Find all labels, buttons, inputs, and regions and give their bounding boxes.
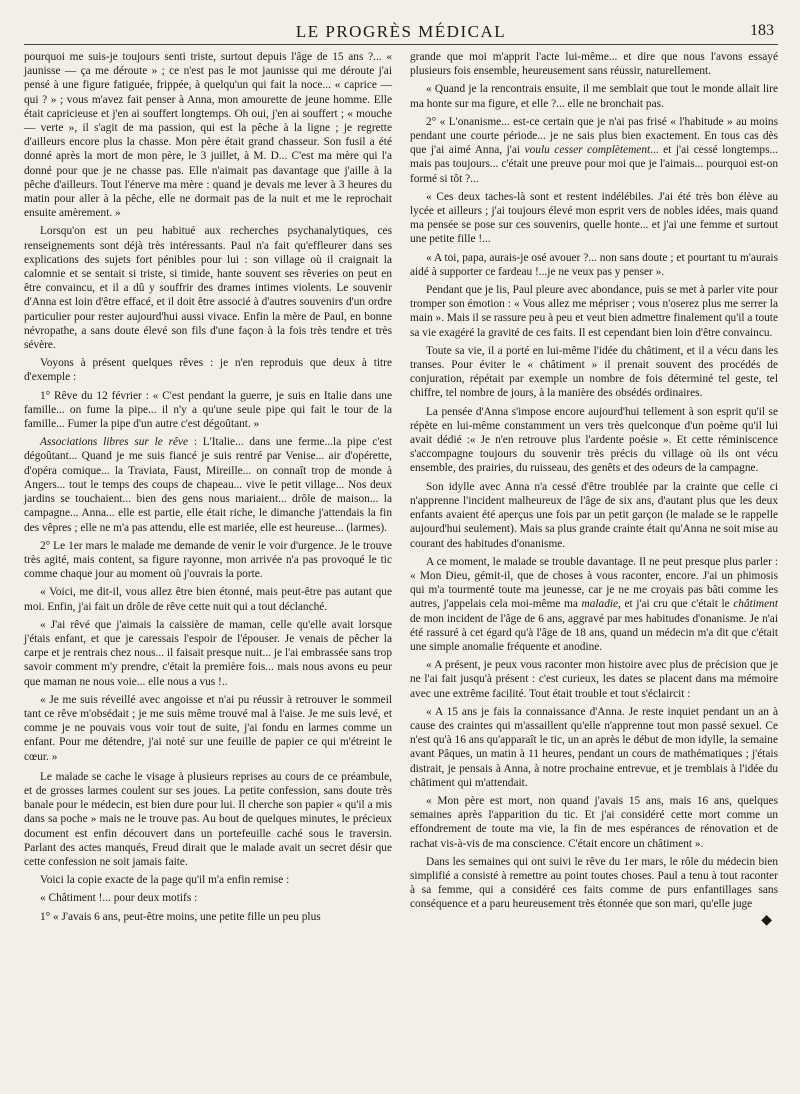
continuation-mark-icon: ◆ — [761, 912, 772, 928]
journal-title: LE PROGRÈS MÉDICAL — [295, 22, 507, 41]
page-header — [24, 18, 778, 45]
paragraph: Voici la copie exacte de la page qu'il m'a enfin remise : — [40, 874, 290, 887]
italic-word: maladie — [581, 598, 619, 611]
paragraph: « Je me suis réveillé avec angoisse et n'ai pu réussir à retrouver le sommeil tant ce rêve m'obsédait ; je me suis même trouvé mal à l'aise. Je me suis levé, et comme je ne pouvais vous voir tout de suite, j'ai fondu en larmes comme un enfant. Pour me détendre, j'ai noté sur une feuille de papier ce qui m'étreint le cœur. » — [24, 693, 392, 763]
paragraph: Lorsqu'on est un peu habitué aux recherches psychanalytiques, ces renseignements sont déjà très intéressants. Paul n'a fait qu'effleurer dans ses explications des sujets fort pénibles pour lui : son village où il craignait la calomnie et se sentait si triste, si timide, hante souvent ses rêveries on peut en être convaincu, et il a dû y souffrir des drames intimes violents. Le souvenir d'Anna est loin d'être effacé, et il doit être associé à d'autres souvenirs d'un ordre particulier pour rester aujourd'hui aussi vivace. Enfin la mère de Paul, en bonne névropathe, a sans doute élevé son fils d'une façon à la fois très tendre et très sévère. — [24, 225, 392, 352]
paragraph: La pensée d'Anna s'impose encore aujourd'hui tellement à son esprit qu'il se répète en lui-même constamment un vers très quelconque d'un poème qu'il lui avait dédié :« Je n'en retrouve plus l'ardente poésie ». Et cette réminiscence s'accompagne toujours du souvenir très précis du village où ils ont vécu ensemble, des prairies, du ruisseau, des genêts et des odeurs de la campagne. — [410, 405, 778, 475]
paragraph-text: ... et j'ai cessé longtemps... mais pas toujours... c'était une preuve pour moi que je l'aimais... pourquoi est-on formé si tôt ?... — [410, 144, 778, 185]
paragraph: pourquoi me suis-je toujours senti triste, surtout depuis l'âge de 15 ans ?... « jaunisse — ça me déroute » ; ce n'est pas le mot jaunisse qui me déroute j'ai pensé à une figure fatiguée, frippée, à quelqu'un qui fait la noce... « caprice — qui ? » ; vous m'avez fait penser à Anna, mon amourette de jeune homme. Elle était capricieuse et j'en ai souffert longtemps. Oh oui, j'en ai souffert ; « mouche — verte », il s'agit de ma passion, qui est la pêche à la ligne ; je regrette d'ailleurs encore plus la chasse. Mon père était grand chasseur. Son fusil a été donné après la mort de mon père, le 3 juillet, à M. D... C'est ma mère qui l'a donné pour que je ne chasse pas. Elle n'aimait pas davantage que j'aille à la pêche d'ailleurs. Tout l'énerve ma mère : quand je devais me lever à 3 heures du matin pour aller à la pêche, elle ne dormait pas de la nuit et me le reprochait ensuite amèrement. » — [24, 51, 392, 220]
paragraph: 1° Rêve du 12 février : « C'est pendant la guerre, je suis en Italie dans une famille... on fume la pipe... il n'y a qu'une seule pipe qui fait le tour de la famille... Fumer la pipe d'un autre c'est dégoûtant. » — [24, 389, 392, 431]
paragraph: « A présent, je peux vous raconter mon histoire avec plus de précision que je ne l'ai fait jusqu'à présent : c'est curieux, les dates se placent dans ma mémoire avec une extrême facilité. Tout était trouble et tout s'éclaircit : — [410, 659, 778, 700]
paragraph-lead: A ce moment, le malade se trouble davantage. Il ne peut presque plus parler : « Mon Dieu, gémit-il, que de choses à vous raconter, encore. J'ai un phimosis qui m'a tourmenté toute ma jeunesse, car je ne me croyais pas bâti comme les autres, j'appelais cela moi-même ma — [410, 555, 778, 611]
italic-word: châtiment — [733, 598, 778, 611]
paragraph: « Voici, me dit-il, vous allez être bien étonné, mais peut-être pas autant que moi. Enfin, j'ai fait un drôle de rêve cette nuit qui a tout déclanché. — [24, 586, 392, 613]
right-column — [410, 50, 778, 928]
paragraph-mid: , et j'ai cru que c'était le — [618, 598, 734, 611]
left-column — [24, 50, 392, 928]
paragraph: Dans les semaines qui ont suivi le rêve du 1er mars, le rôle du médecin bien simplifié a consisté à remettre au point toutes choses. Paul a tenu à tout raconter à sa femme, qui a considéré ces faits comme de purs enfantillages sans conséquence et a paru heureusement très étonnée que son mari, qu'elle juge — [410, 855, 778, 911]
paragraph: Son idylle avec Anna n'a cessé d'être troublée par la crainte que celle ci n'apprenne l'incident malheureux de l'âge de six ans, d'autant plus que les deux enfants avaient été aperçus une fois par un petit garçon (le malade se le rappelle aujourd'hui seulement). Mais sa plus grande crainte était qu'Anna ne soit mise au courant des habitudes d'onanisme. — [410, 480, 778, 550]
paragraph: Toute sa vie, il a porté en lui-même l'idée du châtiment, et il a vécu dans les transes. Pour éviter le « châtiment » il prenait souvent des procédés de conjuration, répétait par exemple un nombre de fois déterminé tel geste, tel chiffre, tel nombre de jours, à la manière des obsédés ordinaires. — [410, 344, 778, 400]
page-number: 183 — [750, 22, 774, 39]
paragraph: Pendant que je lis, Paul pleure avec abondance, puis se met à parler vite pour tromper son émotion : « Vous allez me mépriser ; vous n'oserez plus me serrer la main ». Mais il se rassure peu à peu et veut bien admettre finalement qu'il a toute sa vie exagéré la gravité de ces faits. Il est cependant bien loin d'être convaincu. — [410, 284, 778, 339]
paragraph: Voyons à présent quelques rêves : je n'en reproduis que deux à titre d'exemple : — [24, 357, 392, 384]
paragraph: « A 15 ans je fais la connaissance d'Anna. Je reste inquiet pendant un an à cause des craintes qui m'assaillent qu'elle n'apprenne tout mon passé sexuel. Ce n'est qu'à 16 ans qu'apparaît le tic, un an après le début de mon idylle, la semaine avant Pâques, un matin à 11 heures, pendant un cours de mathématiques ; j'étais distrait, je pensais à Anna, à notre prochaine entrevue, et je tremblais à l'idée du châtiment qui m'attendait. — [410, 705, 778, 789]
paragraph — [24, 435, 392, 534]
paragraph — [410, 555, 778, 654]
text-columns — [24, 50, 778, 928]
paragraph-lead: 2° « L'onanisme... est-ce certain que je n'ai pas frisé « l'habitude » au moins pendant une courte période... je ne sais plus bien exactement. En tous cas dès que j'ai aimé Anna, j'ai — [410, 115, 778, 157]
paragraph: « Mon père est mort, non quand j'avais 15 ans, mais 16 ans, quelques semaines après l'apparition du tic. Et j'ai considéré cette mort comme un effondrement de toute ma vie, la fin de mes espérances de rénovation et de rachat vis-à-vis de ma conscience. C'était encore un châtiment ». — [410, 794, 778, 850]
paragraph-text: : L'Italie... dans une ferme...la pipe c'est dégoûtant... Quand je me suis fiancé je suis rentré par Venise... air d'opérette, d'opéra comique... la Traviata, Faust, Mireille... on connaît trop de monde à Angers... tout le temps des coups de chapeau... vive le petit village... Nos deux jardins se touchaient... bien des gens nous mariaient... drôle de maison... la campagne... Anna... elle est partie, elle était riche, le dimanche j'attendais la fin des vêpres ; elle ne m'a pas attendu, elle est mariée, elle est heureuse... (larmes). — [24, 436, 392, 534]
paragraph: « J'ai rêvé que j'aimais la caissière de maman, celle qu'elle avait lorsque j'étais enfant, et que je caressais l'espoir de l'épouser. Je venais de pêcher la carpe et je rentrais chez nous... il faisait presque nuit... je l'ai embrassée sans trop savoir comment m'y prendre, c'était la première fois... mais nous avons eu peur que maman ne nous voie... elle nous a vus !.. — [24, 618, 392, 688]
paragraph: 2° Le 1er mars le malade me demande de venir le voir d'urgence. Je le trouve très agité, mais content, sa figure rayonne, mon arrivée n'a pas provoqué le tic comme chaque jour au moment où j'ouvrais la porte. — [24, 539, 392, 581]
paragraph-text: de mon incident de l'âge de 6 ans, aggravé par mes habitudes d'onanisme. Je n'ai été rassuré à cet égard qu'à l'âge de 18 ans, quand un médecin m'a dit que c'était une simple anomalie fréquente et anodine. — [410, 612, 778, 653]
paragraph: « A toi, papa, aurais-je osé avouer ?... non sans doute ; et pourtant tu m'aurais aidé à supporter ce fardeau !...je ne veux pas y penser ». — [410, 251, 778, 278]
paragraph — [410, 115, 778, 186]
paragraph: « Ces deux taches-là sont et restent indélébiles. J'ai été très bon élève au lycée et ailleurs ; j'ai toujours élevé mon esprit vers de nobles idées, mais quand ma pensée se pose sur ces souvenirs, quelle honte... et j'ai une femme et surtout une petite fille !... — [410, 190, 778, 246]
paragraph: 1° « J'avais 6 ans, peut-être moins, une petite fille un peu plus — [40, 910, 321, 923]
paragraph: Le malade se cache le visage à plusieurs reprises au cours de ce préambule, et de grosses larmes coulent sur ses joues. La petite confession, sans doute très banale pour le médecin, est bien dure pour lui. Il cherche son papier « qu'il a mis dans sa poche » mais ne le trouve pas. Au bout de quelques minutes, le précieux document est enfin découvert dans un portefeuille caché sous le traversin. Parlant des actes manqués, Freud dirait que le malade avait un secret désir que cette confession ne soit jamais faite. — [24, 770, 392, 868]
italic-lead: Associations libres sur le rêve — [40, 436, 189, 449]
paragraph: « Quand je la rencontrais ensuite, il me semblait que tout le monde allait lire ma honte sur ma figure, et elle ?... elle ne bronchait pas. — [410, 83, 778, 110]
paragraph: « Châtiment !... pour deux motifs : — [40, 892, 198, 905]
paragraph: grande que moi m'apprit l'acte lui-même... et dire que nous l'avons essayé plusieurs fois ensemble, heureusement sans réussir, naturellement. — [410, 51, 778, 78]
italic-phrase: voulu cesser complètement — [524, 144, 651, 157]
